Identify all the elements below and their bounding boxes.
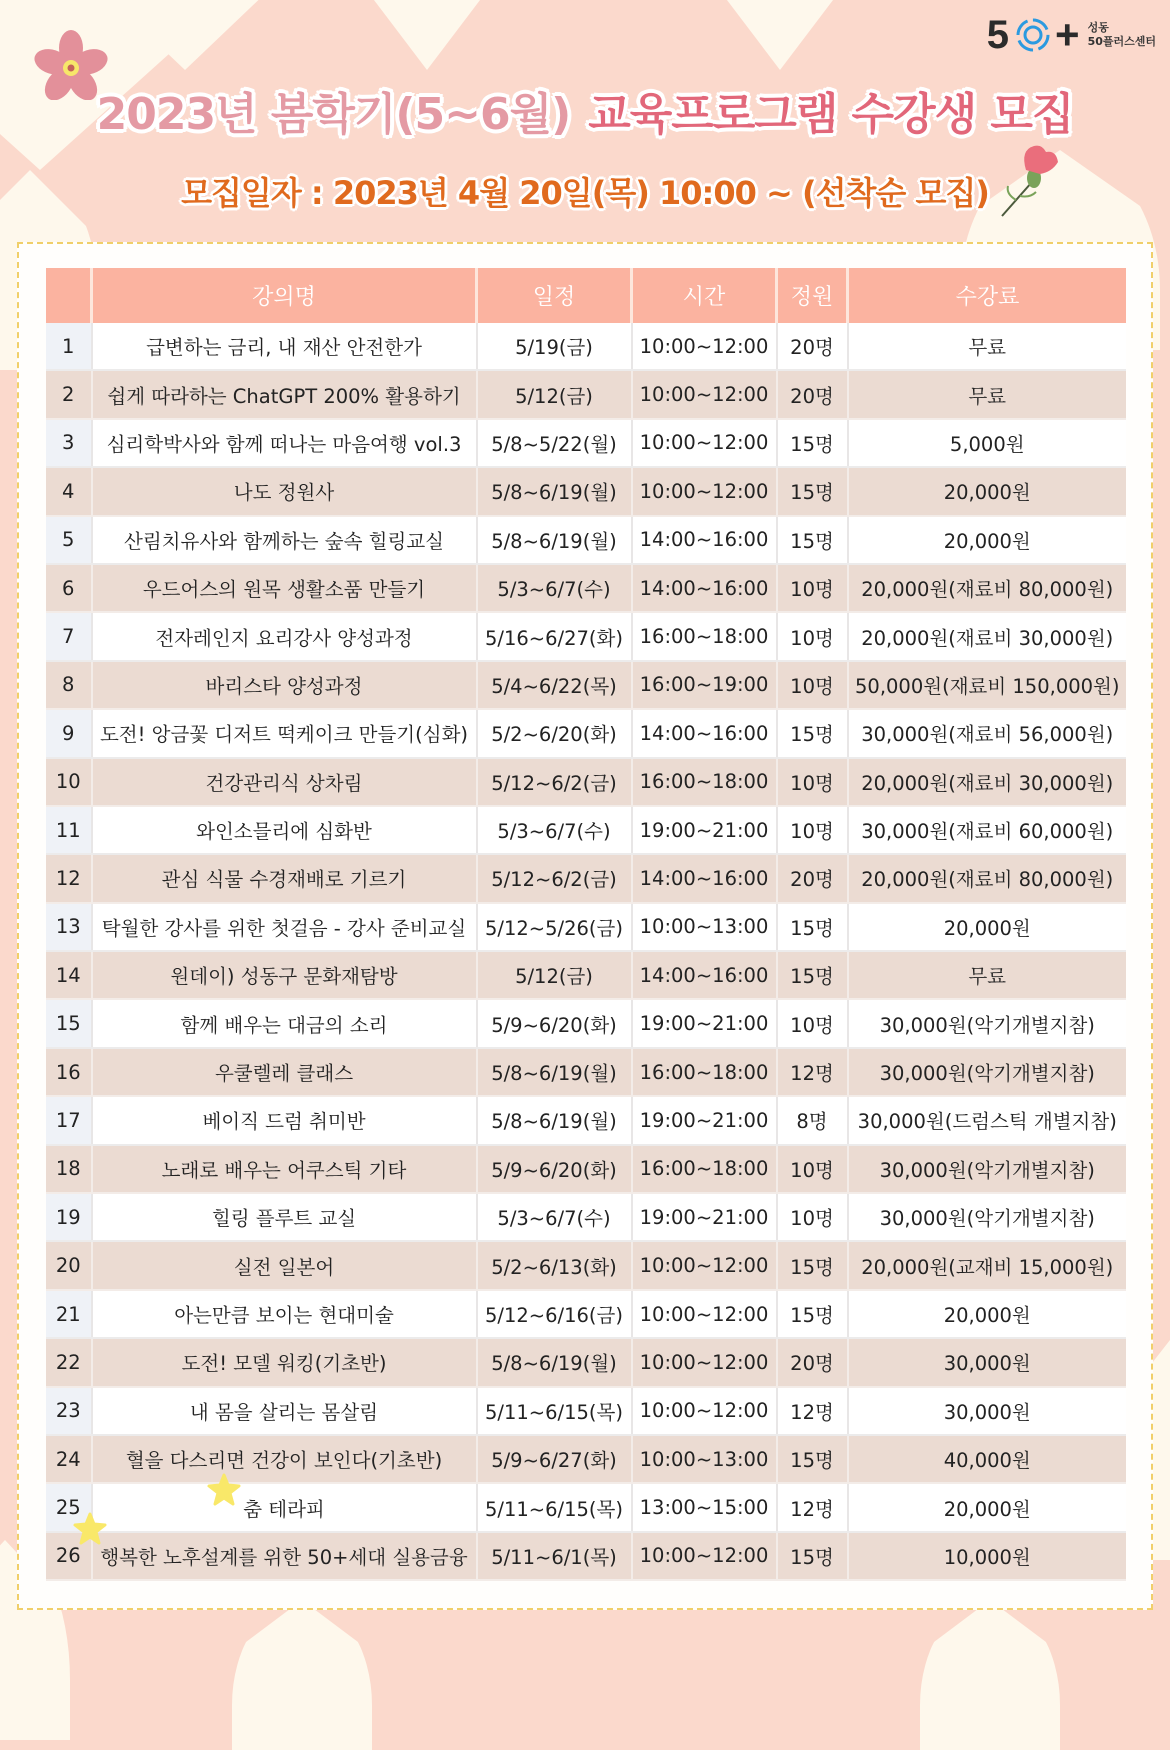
course-capacity: 15명 xyxy=(777,467,848,515)
column-header-schedule: 일정 xyxy=(477,268,632,323)
course-fee: 무료 xyxy=(848,323,1127,370)
course-fee: 30,000원(재료비 60,000원) xyxy=(848,806,1127,854)
course-time: 19:00~21:00 xyxy=(632,1096,777,1144)
course-fee: 50,000원(재료비 150,000원) xyxy=(848,661,1127,709)
course-schedule: 5/8~6/19(월) xyxy=(477,1338,632,1386)
course-fee: 10,000원 xyxy=(848,1532,1127,1580)
row-number: 21 xyxy=(46,1290,92,1338)
course-capacity: 10명 xyxy=(777,999,848,1047)
course-name: 행복한 노후설계를 위한 50+세대 실용금융 xyxy=(92,1532,477,1580)
course-time: 10:00~12:00 xyxy=(632,467,777,515)
course-schedule: 5/3~6/7(수) xyxy=(477,806,632,854)
course-time: 16:00~18:00 xyxy=(632,612,777,660)
course-capacity: 15명 xyxy=(777,516,848,564)
course-capacity: 15명 xyxy=(777,709,848,757)
table-row xyxy=(46,806,1126,854)
course-time: 19:00~21:00 xyxy=(632,999,777,1047)
course-time: 14:00~16:00 xyxy=(632,709,777,757)
table-row xyxy=(46,1290,1126,1338)
course-capacity: 10명 xyxy=(777,1145,848,1193)
course-fee: 30,000원(악기개별지참) xyxy=(848,1193,1127,1241)
row-number: 25 xyxy=(46,1483,92,1531)
course-capacity: 12명 xyxy=(777,1387,848,1435)
background-heart-shape xyxy=(920,1600,1060,1750)
column-header-time: 시간 xyxy=(632,268,777,323)
course-capacity: 20명 xyxy=(777,1338,848,1386)
course-schedule: 5/11~6/1(목) xyxy=(477,1532,632,1580)
course-time: 13:00~15:00 xyxy=(632,1483,777,1531)
background-heart-shape xyxy=(705,0,855,70)
course-name: 나도 정원사 xyxy=(92,467,477,515)
course-name: 와인소믈리에 심화반 xyxy=(92,806,477,854)
row-number: 5 xyxy=(46,516,92,564)
course-fee: 30,000원(드럼스틱 개별지참) xyxy=(848,1096,1127,1144)
logo-org-line2: 50플러스센터 xyxy=(1087,35,1156,48)
course-capacity: 20명 xyxy=(777,854,848,902)
row-number: 13 xyxy=(46,903,92,951)
table-row xyxy=(46,516,1126,564)
course-name: 심리학박사와 함께 떠나는 마음여행 vol.3 xyxy=(92,419,477,467)
course-capacity: 10명 xyxy=(777,612,848,660)
course-capacity: 10명 xyxy=(777,1193,848,1241)
course-schedule: 5/9~6/20(화) xyxy=(477,999,632,1047)
course-schedule: 5/8~6/19(월) xyxy=(477,1096,632,1144)
course-schedule: 5/2~6/13(화) xyxy=(477,1241,632,1289)
table-row xyxy=(46,564,1126,612)
course-time: 10:00~12:00 xyxy=(632,1241,777,1289)
course-fee: 30,000원(악기개별지참) xyxy=(848,1048,1127,1096)
row-number: 16 xyxy=(46,1048,92,1096)
course-schedule: 5/12~5/26(금) xyxy=(477,903,632,951)
course-schedule: 5/8~5/22(월) xyxy=(477,419,632,467)
table-row xyxy=(46,323,1126,370)
title-recruitment: 교육프로그램 수강생 모집 xyxy=(588,89,1074,140)
course-name: 바리스타 양성과정 xyxy=(92,661,477,709)
course-schedule: 5/16~6/27(화) xyxy=(477,612,632,660)
course-schedule: 5/12(금) xyxy=(477,370,632,418)
table-row xyxy=(46,612,1126,660)
course-schedule: 5/2~6/20(화) xyxy=(477,709,632,757)
row-number: 19 xyxy=(46,1193,92,1241)
carnation-flower-icon xyxy=(990,142,1070,222)
course-fee: 30,000원(악기개별지참) xyxy=(848,999,1127,1047)
course-schedule: 5/19(금) xyxy=(477,323,632,370)
course-time: 10:00~13:00 xyxy=(632,903,777,951)
course-name: 산림치유사와 함께하는 숲속 힐링교실 xyxy=(92,516,477,564)
course-fee: 20,000원 xyxy=(848,467,1127,515)
course-fee: 30,000원(재료비 56,000원) xyxy=(848,709,1127,757)
table-row xyxy=(46,1193,1126,1241)
course-fee: 20,000원(재료비 80,000원) xyxy=(848,854,1127,902)
course-capacity: 15명 xyxy=(777,1241,848,1289)
course-time: 10:00~12:00 xyxy=(632,370,777,418)
course-name: 아는만큼 보이는 현대미술 xyxy=(92,1290,477,1338)
course-fee: 20,000원 xyxy=(848,1290,1127,1338)
course-capacity: 15명 xyxy=(777,1290,848,1338)
course-fee: 30,000원(악기개별지참) xyxy=(848,1145,1127,1193)
row-number: 9 xyxy=(46,709,92,757)
course-time: 10:00~12:00 xyxy=(632,1338,777,1386)
row-number: 23 xyxy=(46,1387,92,1435)
course-capacity: 10명 xyxy=(777,806,848,854)
row-number: 22 xyxy=(46,1338,92,1386)
course-name: 급변하는 금리, 내 재산 안전한가 xyxy=(92,323,477,370)
course-time: 14:00~16:00 xyxy=(632,516,777,564)
course-time: 10:00~12:00 xyxy=(632,419,777,467)
course-name: 탁월한 강사를 위한 첫걸음 - 강사 준비교실 xyxy=(92,903,477,951)
row-number: 26 xyxy=(46,1532,92,1580)
table-row xyxy=(46,1338,1126,1386)
course-name: 혈을 다스리면 건강이 보인다(기초반) xyxy=(92,1435,477,1483)
row-number: 1 xyxy=(46,323,92,370)
course-fee: 20,000원(재료비 80,000원) xyxy=(848,564,1127,612)
table-row xyxy=(46,1048,1126,1096)
row-number: 12 xyxy=(46,854,92,902)
row-number: 4 xyxy=(46,467,92,515)
course-fee: 5,000원 xyxy=(848,419,1127,467)
logo-org-line1: 성동 xyxy=(1087,20,1109,34)
course-capacity: 15명 xyxy=(777,951,848,999)
table-row xyxy=(46,661,1126,709)
course-schedule: 5/8~6/19(월) xyxy=(477,467,632,515)
course-fee: 무료 xyxy=(848,370,1127,418)
course-time: 19:00~21:00 xyxy=(632,806,777,854)
course-capacity: 12명 xyxy=(777,1483,848,1531)
row-number: 20 xyxy=(46,1241,92,1289)
course-schedule: 5/8~6/19(월) xyxy=(477,1048,632,1096)
course-time: 10:00~12:00 xyxy=(632,1532,777,1580)
seongdong-50plus-logo xyxy=(986,11,1156,58)
course-time: 16:00~18:00 xyxy=(632,1145,777,1193)
course-fee: 20,000원 xyxy=(848,903,1127,951)
course-fee: 20,000원 xyxy=(848,1483,1127,1531)
course-capacity: 15명 xyxy=(777,419,848,467)
course-capacity: 15명 xyxy=(777,1435,848,1483)
row-number: 3 xyxy=(46,419,92,467)
course-schedule: 5/9~6/27(화) xyxy=(477,1435,632,1483)
row-number: 8 xyxy=(46,661,92,709)
course-capacity: 10명 xyxy=(777,758,848,806)
course-capacity: 15명 xyxy=(777,1532,848,1580)
course-schedule: 5/12~6/16(금) xyxy=(477,1290,632,1338)
table-row xyxy=(46,419,1126,467)
course-name: 노래로 배우는 어쿠스틱 기타 xyxy=(92,1145,477,1193)
course-schedule: 5/3~6/7(수) xyxy=(477,564,632,612)
yellow-star-icon xyxy=(73,1512,107,1546)
title-semester: 2023년 봄학기(5~6월) xyxy=(96,89,571,140)
logo-mark-five: 5 xyxy=(986,13,1010,57)
table-header-row xyxy=(46,268,1126,323)
row-number: 2 xyxy=(46,370,92,418)
course-time: 14:00~16:00 xyxy=(632,951,777,999)
row-number: 15 xyxy=(46,999,92,1047)
course-time: 16:00~18:00 xyxy=(632,758,777,806)
background-heart-shape xyxy=(352,0,502,70)
column-header-fee: 수강료 xyxy=(848,268,1127,323)
course-capacity: 15명 xyxy=(777,903,848,951)
course-name: 춤 테라피 xyxy=(92,1483,477,1531)
table-row xyxy=(46,467,1126,515)
course-time: 14:00~16:00 xyxy=(632,854,777,902)
course-schedule: 5/11~6/15(목) xyxy=(477,1387,632,1435)
course-time: 10:00~13:00 xyxy=(632,1435,777,1483)
table-row xyxy=(46,370,1126,418)
course-time: 19:00~21:00 xyxy=(632,1193,777,1241)
course-fee: 40,000원 xyxy=(848,1435,1127,1483)
course-name: 도전! 모델 워킹(기초반) xyxy=(92,1338,477,1386)
course-schedule: 5/12(금) xyxy=(477,951,632,999)
course-name: 쉽게 따라하는 ChatGPT 200% 활용하기 xyxy=(92,370,477,418)
column-header-capacity: 정원 xyxy=(777,268,848,323)
row-number: 18 xyxy=(46,1145,92,1193)
course-capacity: 20명 xyxy=(777,370,848,418)
background-heart-shape xyxy=(232,1600,372,1750)
course-time: 16:00~19:00 xyxy=(632,661,777,709)
column-header-number xyxy=(46,268,92,323)
course-name: 원데이) 성동구 문화재탐방 xyxy=(92,951,477,999)
row-number: 7 xyxy=(46,612,92,660)
course-capacity: 10명 xyxy=(777,564,848,612)
course-name: 전자레인지 요리강사 양성과정 xyxy=(92,612,477,660)
course-time: 14:00~16:00 xyxy=(632,564,777,612)
course-name: 우드어스의 원목 생활소품 만들기 xyxy=(92,564,477,612)
yellow-star-icon xyxy=(207,1473,241,1507)
course-capacity: 8명 xyxy=(777,1096,848,1144)
course-time: 16:00~18:00 xyxy=(632,1048,777,1096)
course-fee: 30,000원 xyxy=(848,1387,1127,1435)
course-name: 내 몸을 살리는 몸살림 xyxy=(92,1387,477,1435)
table-row xyxy=(46,709,1126,757)
row-number: 11 xyxy=(46,806,92,854)
logo-org-name xyxy=(1088,21,1156,50)
course-name: 관심 식물 수경재배로 기르기 xyxy=(92,854,477,902)
course-capacity: 12명 xyxy=(777,1048,848,1096)
course-schedule: 5/4~6/22(목) xyxy=(477,661,632,709)
course-name: 힐링 플루트 교실 xyxy=(92,1193,477,1241)
row-number: 24 xyxy=(46,1435,92,1483)
logo-ring-icon xyxy=(1015,17,1051,53)
row-number: 17 xyxy=(46,1096,92,1144)
course-fee: 20,000원 xyxy=(848,516,1127,564)
course-schedule: 5/3~6/7(수) xyxy=(477,1193,632,1241)
recruitment-date: 모집일자 : 2023년 4월 20일(목) 10:00 ~ (선착순 모집) xyxy=(181,174,989,212)
page-title xyxy=(0,78,1170,142)
row-number: 14 xyxy=(46,951,92,999)
course-fee: 30,000원 xyxy=(848,1338,1127,1386)
row-number: 6 xyxy=(46,564,92,612)
row-number: 10 xyxy=(46,758,92,806)
table-row xyxy=(46,854,1126,902)
course-schedule: 5/8~6/19(월) xyxy=(477,516,632,564)
course-capacity: 10명 xyxy=(777,661,848,709)
table-row xyxy=(46,951,1126,999)
course-name: 함께 배우는 대금의 소리 xyxy=(92,999,477,1047)
table-row xyxy=(46,903,1126,951)
course-fee: 무료 xyxy=(848,951,1127,999)
course-schedule: 5/11~6/15(목) xyxy=(477,1483,632,1531)
table-row xyxy=(46,1096,1126,1144)
course-name: 베이직 드럼 취미반 xyxy=(92,1096,477,1144)
course-schedule: 5/12~6/2(금) xyxy=(477,758,632,806)
course-time: 10:00~12:00 xyxy=(632,1290,777,1338)
table-row xyxy=(46,1387,1126,1435)
course-name: 도전! 앙금꽃 디저트 떡케이크 만들기(심화) xyxy=(92,709,477,757)
course-table xyxy=(46,268,1126,1581)
course-name: 건강관리식 상차림 xyxy=(92,758,477,806)
table-row xyxy=(46,758,1126,806)
table-row xyxy=(46,999,1126,1047)
course-name: 실전 일본어 xyxy=(92,1241,477,1289)
table-row xyxy=(46,1241,1126,1289)
course-capacity: 20명 xyxy=(777,323,848,370)
course-schedule: 5/12~6/2(금) xyxy=(477,854,632,902)
course-time: 10:00~12:00 xyxy=(632,1387,777,1435)
course-fee: 20,000원(교재비 15,000원) xyxy=(848,1241,1127,1289)
table-row xyxy=(46,1532,1126,1580)
logo-mark-plus: + xyxy=(1055,11,1080,58)
column-header-course-name: 강의명 xyxy=(92,268,477,323)
course-fee: 20,000원(재료비 30,000원) xyxy=(848,758,1127,806)
course-time: 10:00~12:00 xyxy=(632,323,777,370)
table-row xyxy=(46,1145,1126,1193)
course-fee: 20,000원(재료비 30,000원) xyxy=(848,612,1127,660)
course-name: 우쿨렐레 클래스 xyxy=(92,1048,477,1096)
course-schedule: 5/9~6/20(화) xyxy=(477,1145,632,1193)
